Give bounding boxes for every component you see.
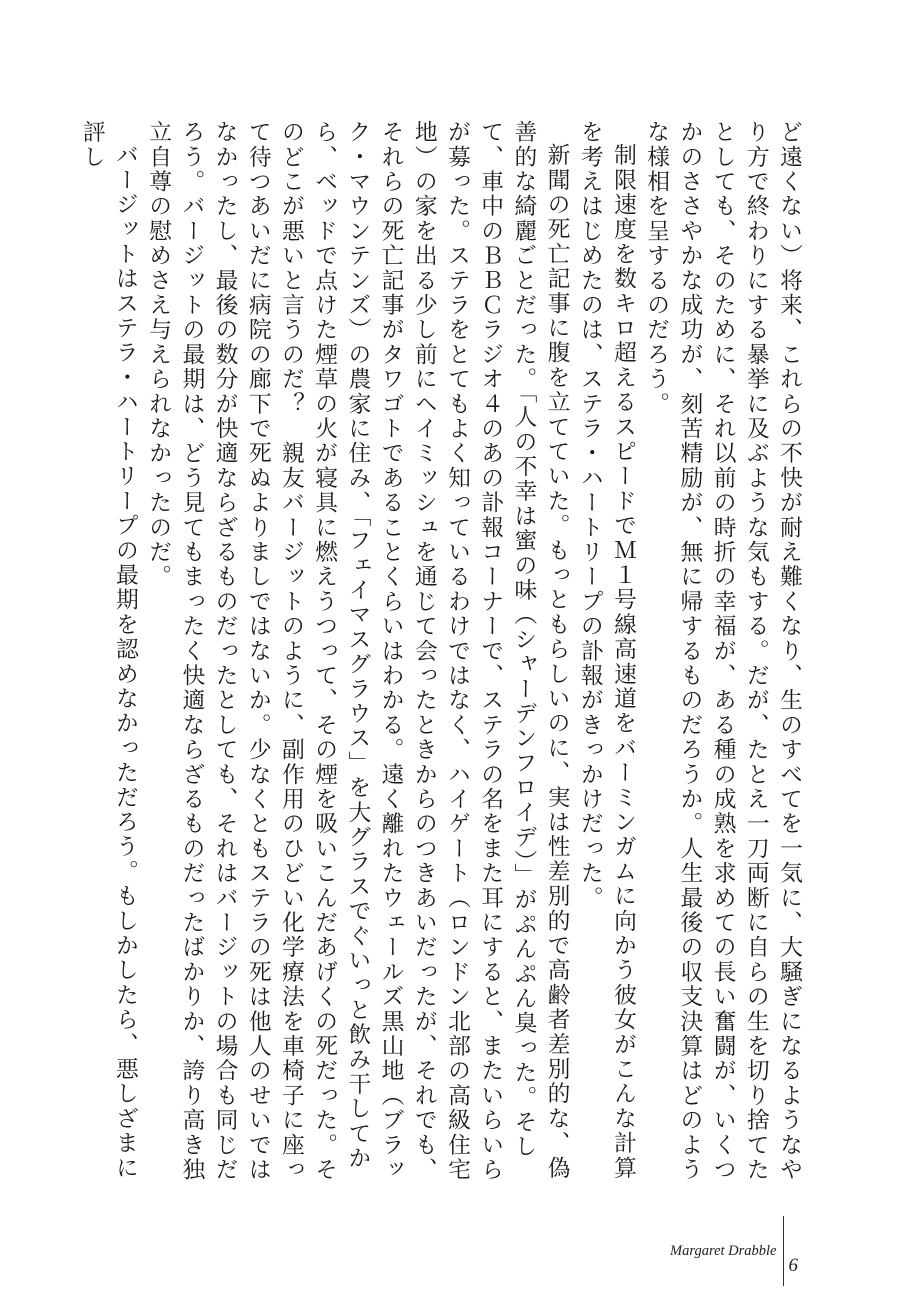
paragraph: バージットはステラ・ハートリープの最期を認めなかっただろう。もしかしたら、悪しざまに評し	[78, 120, 138, 1181]
page-number: 6	[788, 1255, 798, 1276]
paragraph: 新聞の死亡記事に腹を立てていた。もっともらしいのに、実は性差別的で高齢者差別的な、偽善的な綺麗ごとだった。「人の不幸は蜜の味（シャーデンフロイデ）」がぷんぷん臭った。そして、車中のＢＢＣラジオ４のあの訃報コーナーで、ステラの名をまた耳にすると、またいらいらが募った。ステラをとてもよく知っているわけではなく、ハイゲート（ロンドン北部の高級住宅地）の家を出る少し前にヘイミッシュを通じて会ったときからのつきあいだったが、それでも、それらの死亡記事がタワゴトであることくらいはわかる。遠く離れたウェールズ黒山地（ブラック・マウンテンズ）の農家に住み、「フェイマスグラウス」を大グラスでぐいっと飲み干してから、ベッドで点けた煙草の火が寝具に燃えうつって、その煙を吸いこんだあげくの死だった。そのどこが悪いと言うのだ？ 親友バージットのように、副作用のひどい化学療法を車椅子に座って待つあいだに病院の廊下で死ぬよりましではないか。少なくともステラの死は他人のせいではなかったし、最後の数分が快適ならざるものだったとしても、それはバージットの場合も同じだろう。バージットの最期は、どう見てもまったく快適ならざるものだったばかりか、誇り高き独立自尊の慰めさえ与えられなかったのだ。	[145, 120, 570, 1183]
page-footer	[670, 1212, 798, 1290]
paragraph: ど遠くない）将来、これらの不快が耐え難くなり、生のすべてを一気に、大騒ぎになるようなやり方で終わりにする暴挙に及ぶような気もする。だが、たとえ一刀両断に自らの生を切り捨てたとしても、そのために、それ以前の時折の幸福が、ある種の成熟を求めての長い奮闘が、いくつかのささやかな成功が、刻苦精励が、無に帰するものだろうか。人生最後の収支決算はどのような様相を呈するのだろう。	[643, 120, 802, 1183]
paragraph: 制限速度を数キロ超えるスピードでＭ１号線高速道をバーミンガムに向かう彼女がこんな計算を考えはじめたのは、ステラ・ハートリープの訃報がきっかけだった。	[576, 120, 636, 1181]
running-author: Margaret Drabble	[670, 1242, 777, 1259]
vertical-body-text	[78, 120, 805, 1200]
